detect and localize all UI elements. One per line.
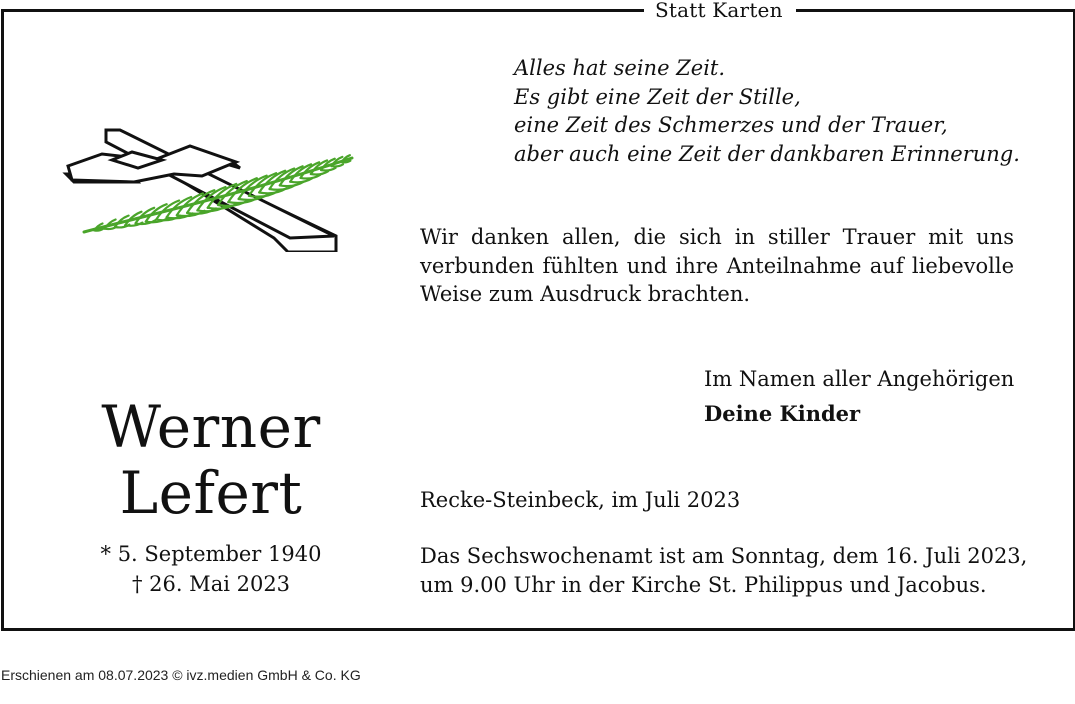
poem [514,54,1020,168]
signoff-line: Im Namen aller Angehörigen [704,367,1015,391]
thanks-paragraph: Wir danken allen, die sich in stiller Trauer mit uns verbunden fühlten und ihre Anteilnahme auf liebevolle Weise zum Ausdruck brachten. [420,225,1014,306]
signoff [704,365,1014,428]
service-line: Das Sechswochenamt ist am Sonntag, dem 16. Juli 2023, [420,544,1028,568]
cross-with-fern-icon [62,124,360,252]
place-date: Recke-Steinbeck, im Juli 2023 [420,488,741,512]
header-label: Statt Karten [644,0,796,24]
obituary-card [1,0,1075,631]
life-dates [4,539,418,599]
service-line: um 9.00 Uhr in der Kirche St. Philippus und Jacobus. [420,573,987,597]
death-date: † 26. Mai 2023 [131,572,291,596]
poem-line: Alles hat seine Zeit. [514,56,726,80]
deceased-name [4,394,418,526]
birth-date: * 5. September 1940 [100,542,322,566]
deceased-last-name: Lefert [119,459,303,527]
service-notice [420,542,1027,600]
publication-footer: Erschienen am 08.07.2023 © ivz.medien GmbH & Co. KG [1,667,361,683]
poem-line: aber auch eine Zeit der dankbaren Erinnerung. [514,141,1020,166]
deceased-first-name: Werner [101,393,321,461]
poem-line: eine Zeit des Schmerzes und der Trauer, [514,113,948,137]
signoff-from: Deine Kinder [704,401,861,426]
poem-line: Es gibt eine Zeit der Stille, [514,84,801,109]
